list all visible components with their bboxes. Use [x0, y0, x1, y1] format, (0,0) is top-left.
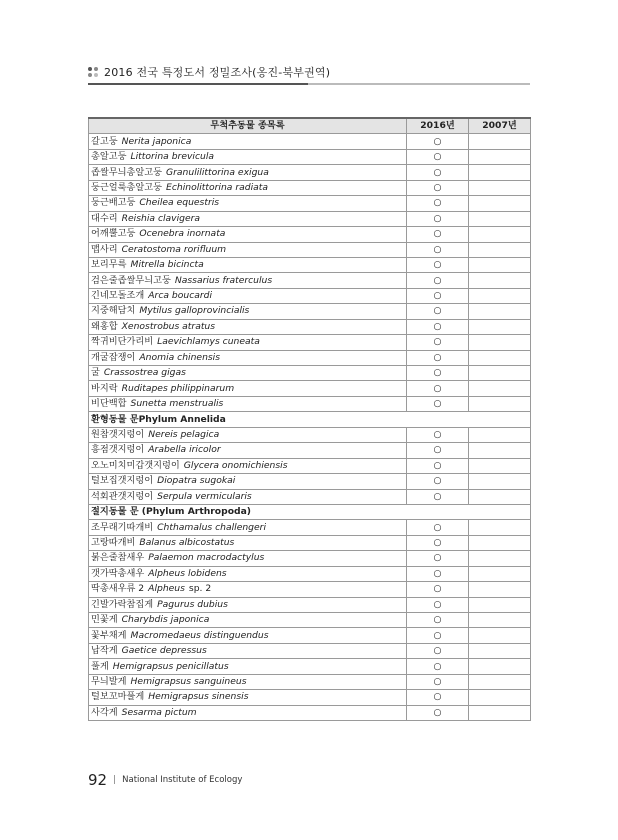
presence-2016-cell: [407, 674, 469, 689]
table-row: [89, 690, 531, 705]
species-name-cell: [89, 288, 407, 303]
scientific-name: Mytilus galloprovincialis: [139, 305, 250, 317]
presence-2007-cell: [469, 443, 531, 458]
presence-2007-cell: [469, 242, 531, 257]
korean-name: 맵사리: [91, 243, 118, 255]
korean-name: 검은줄좁쌀무늬고둥: [91, 274, 171, 286]
species-name-cell: [89, 273, 407, 288]
presence-2007-cell: [469, 690, 531, 705]
presence-circle-icon: ○: [433, 428, 442, 440]
scientific-name: Echinolittorina radiata: [166, 181, 268, 193]
presence-2016-cell: [407, 597, 469, 612]
table-row: [89, 304, 531, 319]
column-header-species: 무척추동물 종목록: [89, 118, 407, 134]
presence-2007-cell: [469, 551, 531, 566]
presence-2007-cell: [469, 134, 531, 149]
bullet-dots-icon: [88, 67, 98, 77]
species-name-cell: [89, 582, 407, 597]
table-row: [89, 705, 531, 720]
table-row: [89, 535, 531, 550]
page-footer: [88, 770, 242, 790]
table-row: [89, 288, 531, 303]
phylum-heading: 환형동물 문Phylum Annelida: [89, 412, 531, 427]
presence-2016-cell: [407, 396, 469, 411]
table-row: [89, 582, 531, 597]
species-name-cell: [89, 381, 407, 396]
presence-2016-cell: [407, 242, 469, 257]
presence-2007-cell: [469, 674, 531, 689]
phylum-row: [89, 504, 531, 519]
species-name-cell: [89, 396, 407, 411]
footer-separator: |: [113, 775, 117, 785]
presence-circle-icon: ○: [433, 135, 442, 147]
presence-circle-icon: ○: [433, 181, 442, 193]
species-name-cell: [89, 304, 407, 319]
table-row: [89, 613, 531, 628]
korean-name: 납작게: [91, 645, 118, 657]
species-name-cell: [89, 319, 407, 334]
column-header-2016: 2016년: [407, 118, 469, 134]
korean-name: 둥근배고둥: [91, 197, 136, 209]
species-name-cell: [89, 443, 407, 458]
korean-name: 둥근얼룩총알고둥: [91, 181, 163, 193]
table-row: [89, 458, 531, 473]
presence-2007-cell: [469, 227, 531, 242]
presence-2016-cell: [407, 474, 469, 489]
table-row: [89, 227, 531, 242]
presence-2007-cell: [469, 304, 531, 319]
presence-2016-cell: [407, 613, 469, 628]
presence-2016-cell: [407, 566, 469, 581]
scientific-name: Sunetta menstrualis: [130, 398, 224, 410]
presence-circle-icon: ○: [433, 274, 442, 286]
page-number: 92: [88, 771, 108, 789]
presence-2016-cell: [407, 134, 469, 149]
scientific-name: Alpheus lobidens: [148, 567, 227, 579]
presence-circle-icon: ○: [433, 645, 442, 657]
presence-circle-icon: ○: [433, 382, 442, 394]
species-name-cell: [89, 613, 407, 628]
presence-2016-cell: [407, 458, 469, 473]
presence-2016-cell: [407, 582, 469, 597]
scientific-name: Glycera onomichiensis: [183, 459, 288, 471]
presence-circle-icon: ○: [433, 259, 442, 271]
header-rule: [88, 83, 308, 85]
korean-name: 흥점갯지렁이: [91, 444, 145, 456]
footer-institution: National Institute of Ecology: [122, 775, 243, 785]
presence-circle-icon: ○: [433, 706, 442, 718]
presence-2007-cell: [469, 582, 531, 597]
presence-2016-cell: [407, 165, 469, 180]
table-row: [89, 427, 531, 442]
korean-name: 오노미치미갑갯지렁이: [91, 459, 180, 471]
presence-2016-cell: [407, 643, 469, 658]
presence-2007-cell: [469, 180, 531, 195]
presence-2007-cell: [469, 149, 531, 164]
running-header: [88, 62, 530, 82]
species-name-cell: [89, 211, 407, 226]
scientific-name: Diopatra sugokai: [157, 475, 236, 487]
presence-2016-cell: [407, 489, 469, 504]
species-name-cell: [89, 566, 407, 581]
species-name-cell: [89, 427, 407, 442]
scientific-name: Hemigrapsus penicillatus: [112, 660, 229, 672]
presence-2016-cell: [407, 427, 469, 442]
table-row: [89, 257, 531, 272]
presence-2016-cell: [407, 520, 469, 535]
korean-name: 석회관갯지렁이: [91, 490, 154, 502]
table-row: [89, 659, 531, 674]
table-row: [89, 211, 531, 226]
presence-2007-cell: [469, 427, 531, 442]
presence-circle-icon: ○: [433, 614, 442, 626]
presence-circle-icon: ○: [433, 660, 442, 672]
scientific-name: Nereis pelagica: [148, 428, 220, 440]
scientific-name: Xenostrobus atratus: [121, 320, 216, 332]
scientific-name: Crassostrea gigas: [103, 367, 186, 379]
presence-2007-cell: [469, 474, 531, 489]
species-table: [88, 117, 531, 721]
scientific-name: Macromedaeus distinguendus: [130, 629, 269, 641]
presence-circle-icon: ○: [433, 475, 442, 487]
table-row: [89, 165, 531, 180]
presence-circle-icon: ○: [433, 197, 442, 209]
species-name-cell: [89, 705, 407, 720]
table-row: [89, 643, 531, 658]
table-row: [89, 566, 531, 581]
species-name-cell: [89, 196, 407, 211]
presence-circle-icon: ○: [433, 305, 442, 317]
presence-2007-cell: [469, 288, 531, 303]
presence-circle-icon: ○: [433, 490, 442, 502]
presence-circle-icon: ○: [433, 290, 442, 302]
presence-circle-icon: ○: [433, 151, 442, 163]
presence-circle-icon: ○: [433, 521, 442, 533]
presence-2016-cell: [407, 273, 469, 288]
table-body: [89, 134, 531, 721]
table-row: [89, 350, 531, 365]
korean-name: 갯가딱총새우: [91, 567, 145, 579]
presence-2016-cell: [407, 196, 469, 211]
scientific-name: Hemigrapsus sanguineus: [130, 675, 247, 687]
species-name-cell: [89, 227, 407, 242]
table-row: [89, 180, 531, 195]
presence-circle-icon: ○: [433, 459, 442, 471]
presence-2007-cell: [469, 165, 531, 180]
presence-circle-icon: ○: [433, 367, 442, 379]
scientific-name: Anomia chinensis: [139, 351, 221, 363]
species-name-cell: [89, 690, 407, 705]
table-row: [89, 319, 531, 334]
presence-2007-cell: [469, 628, 531, 643]
scientific-name: Ruditapes philippinarum: [121, 382, 235, 394]
korean-name: 바지락: [91, 382, 118, 394]
presence-2007-cell: [469, 520, 531, 535]
presence-2007-cell: [469, 659, 531, 674]
presence-2016-cell: [407, 381, 469, 396]
korean-name: 총알고둥: [91, 151, 127, 163]
presence-2016-cell: [407, 227, 469, 242]
presence-circle-icon: ○: [433, 398, 442, 410]
korean-name: 조무래기따개비: [91, 521, 154, 533]
korean-name: 풀게: [91, 660, 109, 672]
scientific-name: Ceratostoma rorifluum: [121, 243, 227, 255]
scientific-name: Littorina brevicula: [130, 151, 215, 163]
presence-2007-cell: [469, 643, 531, 658]
table-row: [89, 628, 531, 643]
table-row: [89, 396, 531, 411]
table-row: [89, 149, 531, 164]
presence-circle-icon: ○: [433, 166, 442, 178]
korean-name: 좁쌀무늬총알고둥: [91, 166, 163, 178]
table-row: [89, 366, 531, 381]
scientific-name: Nerita japonica: [121, 135, 192, 147]
presence-2007-cell: [469, 396, 531, 411]
scientific-name: Arabella iricolor: [148, 444, 221, 456]
presence-circle-icon: ○: [433, 336, 442, 348]
presence-2007-cell: [469, 335, 531, 350]
species-name-cell: [89, 474, 407, 489]
presence-circle-icon: ○: [433, 212, 442, 224]
presence-2016-cell: [407, 257, 469, 272]
table-row: [89, 196, 531, 211]
korean-name: 원참갯지렁이: [91, 428, 145, 440]
scientific-name: Mitrella bicincta: [130, 259, 204, 271]
scientific-name: Arca boucardi: [148, 290, 213, 302]
scientific-name: Reishia clavigera: [121, 212, 201, 224]
presence-2016-cell: [407, 319, 469, 334]
presence-2007-cell: [469, 597, 531, 612]
species-name-cell: [89, 350, 407, 365]
presence-circle-icon: ○: [433, 598, 442, 610]
presence-circle-icon: ○: [433, 552, 442, 564]
presence-2016-cell: [407, 211, 469, 226]
table-row: [89, 489, 531, 504]
presence-2016-cell: [407, 443, 469, 458]
species-name-cell: [89, 551, 407, 566]
korean-name: 비단백합: [91, 398, 127, 410]
presence-circle-icon: ○: [433, 351, 442, 363]
species-name-cell: [89, 149, 407, 164]
species-name-cell: [89, 643, 407, 658]
scientific-name: Gaetice depressus: [121, 645, 207, 657]
species-name-cell: [89, 335, 407, 350]
species-name-cell: [89, 366, 407, 381]
scientific-name: Alpheus: [148, 583, 185, 595]
presence-2007-cell: [469, 613, 531, 628]
table-header-row: [89, 118, 531, 134]
presence-circle-icon: ○: [433, 320, 442, 332]
table-row: [89, 273, 531, 288]
scientific-name: Palaemon macrodactylus: [148, 552, 265, 564]
species-name-cell: [89, 628, 407, 643]
species-name-cell: [89, 674, 407, 689]
presence-2007-cell: [469, 381, 531, 396]
species-name-cell: [89, 520, 407, 535]
scientific-name: Balanus albicostatus: [139, 537, 235, 549]
presence-2016-cell: [407, 535, 469, 550]
presence-2007-cell: [469, 319, 531, 334]
species-name-cell: [89, 489, 407, 504]
korean-name: 대수리: [91, 212, 118, 224]
korean-name: 갈고둥: [91, 135, 118, 147]
presence-circle-icon: ○: [433, 583, 442, 595]
species-name-cell: [89, 165, 407, 180]
presence-circle-icon: ○: [433, 444, 442, 456]
scientific-name: Pagurus dubius: [157, 598, 228, 610]
korean-name: 짝귀비단가리비: [91, 336, 154, 348]
korean-name: 딱총새우류 2: [91, 583, 145, 595]
korean-name: 무늬발게: [91, 675, 127, 687]
presence-circle-icon: ○: [433, 629, 442, 641]
scientific-name: Ocenebra inornata: [139, 228, 226, 240]
presence-2007-cell: [469, 535, 531, 550]
scientific-name: Laevichlamys cuneata: [157, 336, 260, 348]
scientific-name: Cheilea equestris: [139, 197, 220, 209]
korean-name: 지중해담치: [91, 305, 136, 317]
table-row: [89, 242, 531, 257]
presence-2016-cell: [407, 335, 469, 350]
presence-circle-icon: ○: [433, 228, 442, 240]
presence-2016-cell: [407, 551, 469, 566]
species-name-cell: [89, 597, 407, 612]
table-row: [89, 674, 531, 689]
table-row: [89, 520, 531, 535]
scientific-name: Granulilittorina exigua: [166, 166, 269, 178]
species-name-cell: [89, 535, 407, 550]
presence-2007-cell: [469, 566, 531, 581]
presence-circle-icon: ○: [433, 691, 442, 703]
species-name-cell: [89, 134, 407, 149]
presence-2007-cell: [469, 489, 531, 504]
korean-name: 민꽃게: [91, 614, 118, 626]
header-title: 2016 전국 특정도서 정밀조사(옹진-북부권역): [104, 66, 331, 79]
korean-name: 어깨뿔고둥: [91, 228, 136, 240]
korean-name: 꽃부채게: [91, 629, 127, 641]
presence-2007-cell: [469, 350, 531, 365]
scientific-name: Charybdis japonica: [121, 614, 210, 626]
presence-2007-cell: [469, 705, 531, 720]
korean-name: 털보꼬마풀게: [91, 691, 145, 703]
species-name-cell: [89, 180, 407, 195]
presence-2007-cell: [469, 211, 531, 226]
column-header-2007: 2007년: [469, 118, 531, 134]
phylum-row: [89, 412, 531, 427]
korean-name: 고랑따개비: [91, 537, 136, 549]
species-name-cell: [89, 659, 407, 674]
presence-2016-cell: [407, 690, 469, 705]
presence-2016-cell: [407, 180, 469, 195]
scientific-name: Hemigrapsus sinensis: [148, 691, 249, 703]
korean-name: 사각게: [91, 706, 118, 718]
presence-2007-cell: [469, 257, 531, 272]
scientific-name: Chthamalus challengeri: [157, 521, 266, 533]
table-row: [89, 474, 531, 489]
scientific-name-suffix: sp. 2: [188, 583, 212, 595]
table-row: [89, 134, 531, 149]
korean-name: 긴발가락참집게: [91, 598, 154, 610]
scientific-name: Nassarius fraterculus: [174, 274, 273, 286]
table-row: [89, 335, 531, 350]
phylum-heading: 절지동물 문 (Phylum Arthropoda): [89, 504, 531, 519]
presence-2016-cell: [407, 628, 469, 643]
presence-circle-icon: ○: [433, 567, 442, 579]
korean-name: 털보집갯지렁이: [91, 475, 154, 487]
presence-2016-cell: [407, 304, 469, 319]
presence-2007-cell: [469, 366, 531, 381]
presence-2016-cell: [407, 288, 469, 303]
presence-2007-cell: [469, 196, 531, 211]
table-row: [89, 597, 531, 612]
presence-circle-icon: ○: [433, 537, 442, 549]
korean-name: 굴: [91, 367, 100, 379]
table-row: [89, 381, 531, 396]
presence-2016-cell: [407, 366, 469, 381]
table-row: [89, 551, 531, 566]
species-name-cell: [89, 242, 407, 257]
species-name-cell: [89, 257, 407, 272]
korean-name: 왜홍합: [91, 320, 118, 332]
species-name-cell: [89, 458, 407, 473]
presence-2016-cell: [407, 659, 469, 674]
korean-name: 붉은줄참새우: [91, 552, 145, 564]
korean-name: 개굴잡쟁이: [91, 351, 136, 363]
presence-circle-icon: ○: [433, 243, 442, 255]
presence-2016-cell: [407, 149, 469, 164]
korean-name: 긴네모돌조개: [91, 290, 145, 302]
header-rule-light: [308, 83, 530, 85]
scientific-name: Serpula vermicularis: [157, 490, 252, 502]
presence-2016-cell: [407, 705, 469, 720]
presence-2007-cell: [469, 458, 531, 473]
presence-2007-cell: [469, 273, 531, 288]
scientific-name: Sesarma pictum: [121, 706, 197, 718]
table-row: [89, 443, 531, 458]
presence-circle-icon: ○: [433, 675, 442, 687]
korean-name: 보리무륵: [91, 259, 127, 271]
presence-2016-cell: [407, 350, 469, 365]
